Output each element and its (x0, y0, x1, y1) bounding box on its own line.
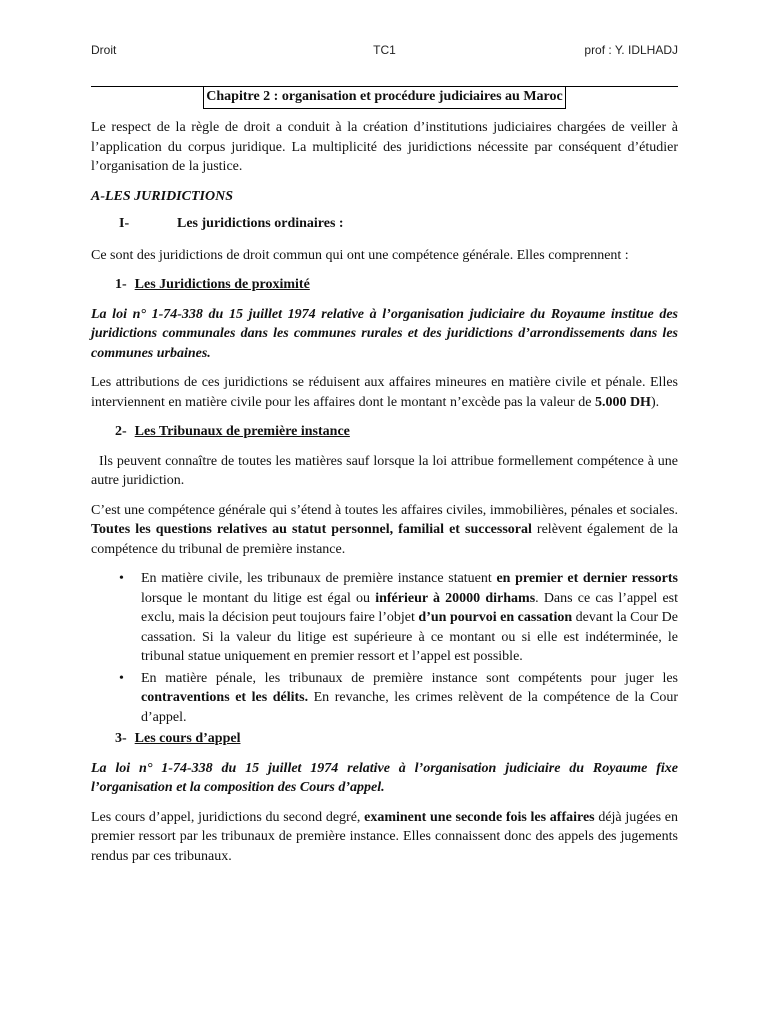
proximite-law-paragraph: La loi n° 1-74-338 du 15 juillet 1974 relative à l’organisation judiciaire du Royaume institue des juridictions communales dans les communes rurales et des juridictions d’arrondissements dans les communes urbaines. (91, 306, 678, 361)
text-run: devant la Cour De cassation. Si la valeur du litige est supérieure à ce montant ou si elle est indéterminée, le tribunal statue uniquement en premier ressort et l’appel est possible. (141, 610, 678, 664)
subheading-label: Les Tribunaux de première instance (134, 424, 350, 439)
subheading-number: 1- (115, 277, 127, 292)
bold-run: examinent une seconde fois les affaires (364, 809, 595, 825)
header-author: prof : Y. IDLHADJ (584, 43, 678, 57)
header-subject: Droit (91, 43, 117, 57)
text-run: relèvent également de la compétence du tribunal de première instance. (91, 522, 678, 557)
subheading-number: 2- (115, 424, 127, 439)
section-a-heading: A-LES JURIDICTIONS (91, 188, 233, 204)
premiere-instance-p2 (91, 501, 678, 560)
premiere-instance-p1: Ils peuvent connaître de toutes les matières sauf lorsque la loi attribue formellement compétence à une autre juridiction. (91, 453, 678, 488)
proximite-attributions-paragraph (91, 373, 678, 412)
text-run: En revanche, les crimes relèvent de la compétence de la Cour d’appel. (141, 690, 678, 725)
text-run: Les attributions de ces juridictions se réduisent aux affaires mineures en matière civile et pénale. Elles interviennent en matière civile pour les affaires dont le montant n’excède pas la valeur de (91, 375, 678, 410)
bold-run: Toutes les questions relatives au statut personnel, familial et successoral (91, 522, 532, 537)
heading-label: Les juridictions ordinaires : (177, 216, 344, 231)
bold-run: inférieur à 20000 dirhams (375, 590, 536, 606)
text-run: . Dans ce cas l’appel est exclu, mais la décision peut toujours faire l’objet (141, 590, 678, 625)
header-course: TC1 (373, 43, 396, 57)
juridictions-intro: Ce sont des juridictions de droit commun qui ont une compétence générale. Elles comprennent : (91, 247, 629, 263)
amount-bold: 5.000 DH (594, 394, 651, 410)
cours-appel-paragraph (91, 808, 678, 867)
bullet-icon: • (119, 670, 124, 686)
heading-juridictions-ordinaires (91, 214, 678, 234)
heading-proximite (91, 275, 678, 295)
heading-premiere-instance (91, 422, 678, 442)
text-run: En matière pénale, les tribunaux de première instance sont compétents pour juger les (141, 670, 678, 686)
page-header (91, 43, 678, 61)
bullet-icon: • (119, 571, 124, 586)
text-run: ). (650, 394, 660, 410)
text-run: En matière civile, les tribunaux de première instance statuent (141, 571, 497, 586)
heading-cours-appel (91, 729, 678, 749)
subheading-number: 3- (115, 731, 127, 746)
text-run: déjà jugées en premier ressort par les tribunaux de première instance. Elles connaissent donc des appels des jugements rendus par ces tribunaux. (91, 809, 678, 864)
bold-run: contraventions et les délits. (141, 690, 309, 705)
heading-number: I- (119, 216, 130, 231)
title-wrapper (91, 86, 678, 109)
subheading-label: Les Juridictions de proximité (134, 277, 310, 292)
cours-appel-law-paragraph: La loi n° 1-74-338 du 15 juillet 1974 relative à l’organisation judiciaire du Royaume fixe l’organisation et la composition des Cours d’appel. (91, 760, 678, 795)
text-run: C’est une compétence générale qui s’étend à toutes les affaires civiles, immobilières, pénales et sociales. (91, 502, 678, 518)
list-item (119, 669, 678, 728)
intro-paragraph: Le respect de la règle de droit a conduit à la création d’institutions judiciaires chargées de veiller à l’application du corpus juridique. La multiplicité des juridictions nécessite par conséquent d’étudier l’organisation de la justice. (91, 120, 678, 174)
document-body (91, 118, 678, 876)
text-run: lorsque le montant du litige est égal ou (141, 590, 376, 606)
subheading-label: Les cours d’appel (134, 731, 241, 746)
chapter-title: Chapitre 2 : organisation et procédure judiciaires au Maroc (203, 86, 565, 109)
text-run: Les cours d’appel, juridictions du second degré, (91, 809, 365, 825)
bold-run: en premier et dernier ressorts (496, 571, 679, 586)
bold-run: d’un pourvoi en cassation (418, 610, 573, 625)
bullet-list (91, 569, 678, 727)
list-item (119, 569, 679, 667)
